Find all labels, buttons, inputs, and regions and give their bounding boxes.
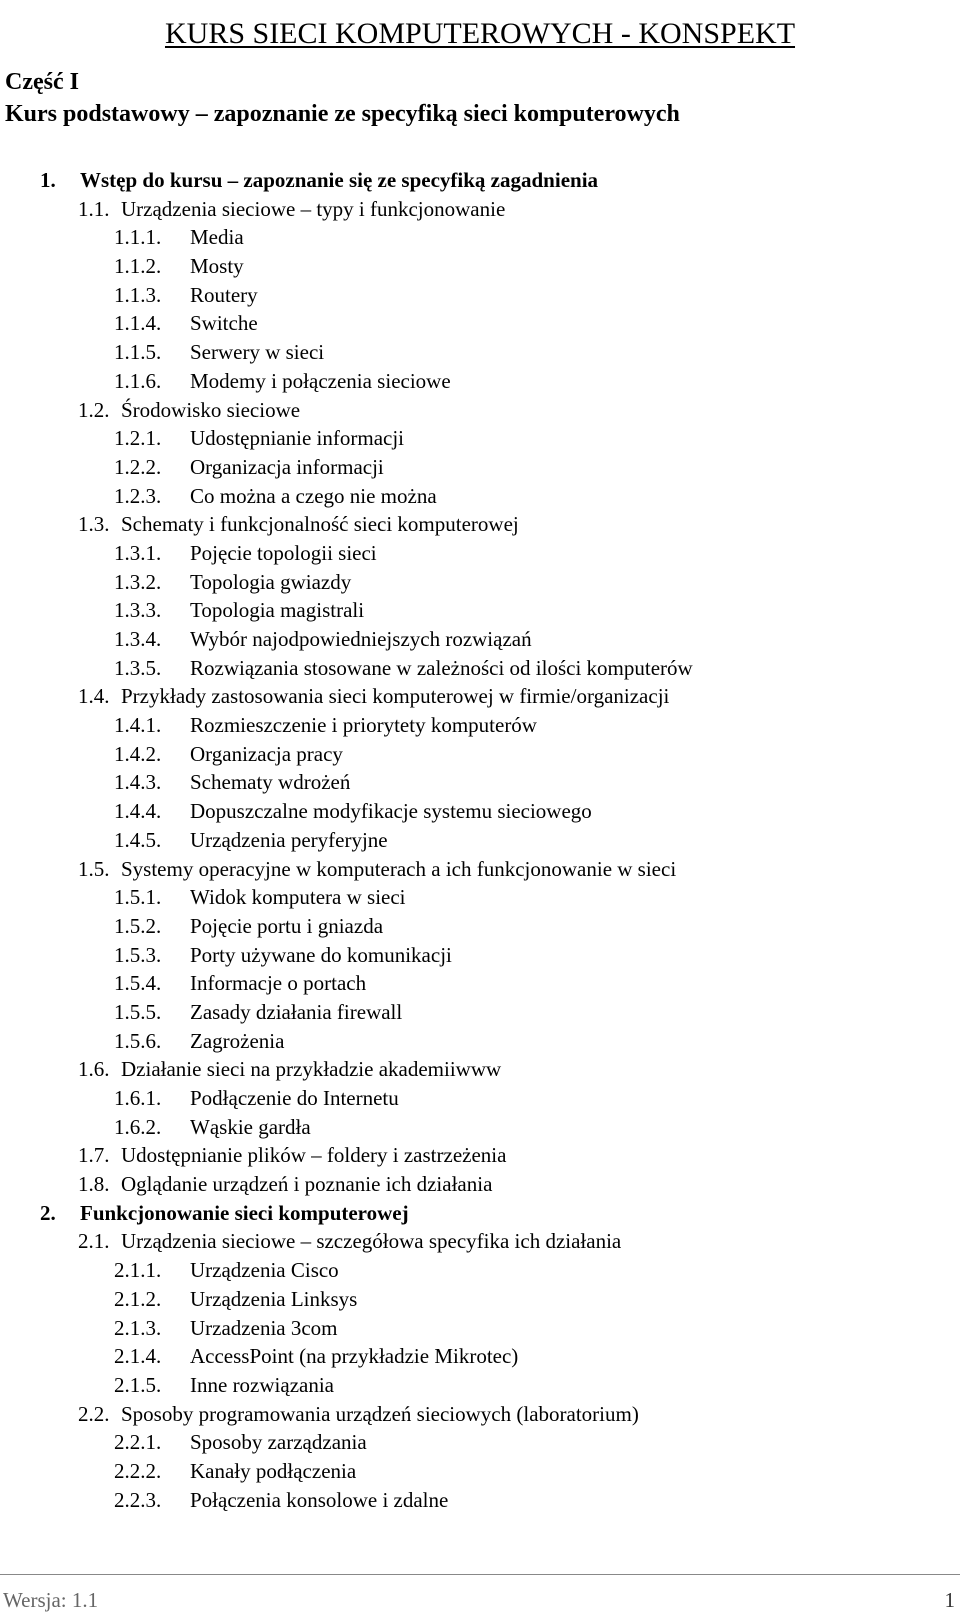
toc-entry-text: Kanały podłączenia [190, 1458, 357, 1483]
toc-entry-level-3 [0, 826, 960, 855]
toc-entry-number: 1.6.1. [114, 1086, 162, 1110]
toc-entry-number: 2.1.3. [114, 1315, 162, 1340]
toc-entry-text: Urządzenia sieciowe – typy i funkcjonowanie [121, 196, 506, 221]
toc-entry-text: Zasady działania firewall [190, 999, 403, 1024]
toc-entry-number: 2.1.5. [114, 1372, 162, 1397]
toc-entry-number: 1.5.5. [114, 999, 162, 1024]
toc-entry-level-2 [0, 510, 960, 539]
toc-entry-level-2 [0, 682, 960, 711]
toc-entry-level-3 [0, 281, 960, 310]
toc-entry-level-1 [0, 166, 960, 195]
toc-entry-text: Mosty [190, 254, 244, 279]
toc-entry-number: 1.5.2. [114, 913, 162, 938]
toc-entry-text: Inne rozwiązania [190, 1372, 334, 1397]
toc-entry-text: Pojęcie portu i gniazda [190, 913, 384, 938]
toc-entry-level-3 [0, 309, 960, 338]
page-number: 1 [944, 1588, 955, 1612]
toc-entry-number: 1.3.2. [114, 569, 162, 594]
toc-entry-text: Informacje o portach [190, 971, 367, 996]
toc-entry-number: 1.1.5. [114, 340, 162, 365]
toc-entry-level-3 [0, 654, 960, 683]
toc-entry-text: Oglądanie urządzeń i poznanie ich działania [121, 1172, 493, 1197]
toc-entry-text: Udostępnianie plików – foldery i zastrzeżenia [121, 1143, 507, 1168]
toc-entry-number: 1.2.3. [114, 483, 162, 508]
toc-entry-level-3 [0, 1113, 960, 1142]
toc-entry-text: Rozmieszczenie i priorytety komputerów [190, 713, 537, 738]
toc-entry-level-2 [0, 396, 960, 425]
toc-entry-number: 1.3.5. [114, 655, 162, 680]
toc-entry-number: 1. [40, 168, 56, 192]
toc-entry-level-3 [0, 797, 960, 826]
toc-entry-level-2 [0, 1170, 960, 1199]
toc-entry-number: 2. [40, 1200, 56, 1225]
toc-entry-level-1 [0, 1199, 960, 1228]
toc-entry-text: Widok komputera w sieci [190, 885, 406, 910]
toc-entry-level-3 [0, 424, 960, 453]
toc-entry-level-3 [0, 740, 960, 769]
part-label: Część I [5, 69, 79, 95]
toc-entry-level-3 [0, 1342, 960, 1371]
toc-entry-text: Modemy i połączenia sieciowe [190, 368, 451, 393]
toc-entry-level-2 [0, 195, 960, 224]
toc-entry-level-2 [0, 855, 960, 884]
toc-entry-level-3 [0, 596, 960, 625]
toc-entry-text: Połączenia konsolowe i zdalne [190, 1487, 449, 1512]
toc-entry-number: 1.5.3. [114, 942, 162, 967]
toc-entry-number: 1.6.2. [114, 1114, 162, 1139]
toc-entry-number: 2.1. [78, 1229, 110, 1254]
toc-entry-level-2 [0, 1055, 960, 1084]
toc-entry-number: 1.5. [78, 856, 110, 881]
toc-entry-number: 1.2.1. [114, 426, 162, 451]
toc-entry-number: 1.2.2. [114, 454, 162, 479]
toc-entry-number: 1.3. [78, 512, 110, 537]
table-of-contents [0, 166, 960, 1514]
toc-entry-text: Schematy i funkcjonalność sieci komputerowej [121, 512, 519, 537]
toc-entry-level-3 [0, 338, 960, 367]
toc-entry-number: 1.1.1. [114, 225, 162, 250]
toc-entry-text: Media [190, 225, 244, 250]
toc-entry-number: 2.2.2. [114, 1458, 162, 1483]
toc-entry-level-2 [0, 1141, 960, 1170]
toc-entry-text: Topologia gwiazdy [190, 569, 352, 594]
toc-entry-level-3 [0, 367, 960, 396]
toc-entry-text: Zagrożenia [190, 1028, 285, 1053]
toc-entry-text: Topologia magistrali [190, 598, 365, 623]
toc-entry-level-3 [0, 1084, 960, 1113]
toc-entry-number: 1.5.4. [114, 971, 162, 996]
toc-entry-text: Dopuszczalne modyfikacje systemu sieciowego [190, 799, 592, 824]
toc-entry-text: Switche [190, 311, 258, 336]
toc-entry-level-3 [0, 453, 960, 482]
toc-entry-number: 1.3.1. [114, 540, 162, 565]
toc-entry-number: 1.1. [78, 196, 110, 221]
toc-entry-text: Schematy wdrożeń [190, 770, 351, 795]
toc-entry-number: 1.3.4. [114, 627, 162, 651]
toc-entry-text: Urzadzenia 3com [190, 1315, 338, 1340]
toc-entry-number: 2.2. [78, 1401, 110, 1426]
toc-entry-text: Urządzenia peryferyjne [190, 827, 388, 852]
toc-entry-number: 1.4.2. [114, 741, 162, 766]
toc-entry-level-3 [0, 969, 960, 998]
toc-entry-level-3 [0, 539, 960, 568]
toc-entry-level-3 [0, 1256, 960, 1285]
toc-entry-level-3 [0, 1285, 960, 1314]
toc-entry-number: 1.4.3. [114, 770, 162, 795]
footer-divider [0, 1574, 960, 1575]
toc-entry-text: Porty używane do komunikacji [190, 942, 452, 967]
toc-entry-number: 2.2.1. [114, 1430, 162, 1455]
toc-entry-number: 1.8. [78, 1172, 110, 1197]
toc-entry-number: 2.1.4. [114, 1344, 162, 1369]
toc-entry-number: 1.5.6. [114, 1028, 162, 1053]
part-subtitle: Kurs podstawowy – zapoznanie ze specyfiką sieci komputerowych [5, 101, 680, 127]
toc-entry-text: Podłączenie do Internetu [190, 1086, 399, 1110]
toc-entry-level-3 [0, 711, 960, 740]
toc-entry-text: Wybór najodpowiedniejszych rozwiązań [190, 627, 532, 651]
toc-entry-text: AccessPoint (na przykładzie Mikrotec) [190, 1344, 519, 1369]
toc-entry-level-3 [0, 1486, 960, 1515]
part-heading [5, 66, 680, 130]
toc-entry-level-3 [0, 768, 960, 797]
toc-entry-number: 1.3.3. [114, 598, 162, 623]
toc-entry-number: 1.4.1. [114, 713, 162, 738]
toc-entry-level-3 [0, 252, 960, 281]
footer-version: Wersja: 1.1 [3, 1588, 99, 1612]
toc-entry-number: 1.5.1. [114, 885, 162, 910]
toc-entry-level-3 [0, 883, 960, 912]
toc-entry-number: 1.2. [78, 397, 110, 422]
toc-entry-level-3 [0, 625, 960, 654]
toc-entry-text: Wąskie gardła [190, 1114, 311, 1139]
toc-entry-number: 1.4.4. [114, 799, 162, 824]
toc-entry-text: Sposoby zarządzania [190, 1430, 367, 1455]
toc-entry-level-3 [0, 1428, 960, 1457]
toc-entry-text: Serwery w sieci [190, 340, 325, 365]
toc-entry-text: Systemy operacyjne w komputerach a ich funkcjonowanie w sieci [121, 856, 677, 881]
toc-entry-text: Sposoby programowania urządzeń sieciowych (laboratorium) [121, 1401, 639, 1426]
toc-entry-text: Urządzenia Cisco [190, 1258, 339, 1283]
toc-entry-text: Urządzenia sieciowe – szczegółowa specyfika ich działania [121, 1229, 622, 1254]
toc-entry-number: 2.1.1. [114, 1258, 162, 1283]
toc-entry-level-3 [0, 941, 960, 970]
toc-entry-text: Funkcjonowanie sieci komputerowej [80, 1200, 409, 1225]
toc-entry-number: 1.1.3. [114, 282, 162, 307]
toc-entry-number: 1.6. [78, 1057, 110, 1082]
toc-entry-level-2 [0, 1400, 960, 1429]
toc-entry-text: Działanie sieci na przykładzie akademiiwww [121, 1057, 502, 1082]
toc-entry-text: Co można a czego nie można [190, 483, 437, 508]
toc-entry-text: Organizacja informacji [190, 454, 384, 479]
toc-entry-level-3 [0, 1457, 960, 1486]
toc-entry-level-2 [0, 1227, 960, 1256]
toc-entry-text: Udostępnianie informacji [190, 426, 405, 451]
toc-entry-text: Środowisko sieciowe [121, 397, 301, 422]
toc-entry-text: Pojęcie topologii sieci [190, 540, 377, 565]
toc-entry-text: Rozwiązania stosowane w zależności od ilości komputerów [190, 655, 693, 680]
toc-entry-level-3 [0, 568, 960, 597]
toc-entry-level-3 [0, 1371, 960, 1400]
toc-entry-number: 1.1.4. [114, 311, 162, 336]
toc-entry-number: 1.1.2. [114, 254, 162, 279]
toc-entry-text: Organizacja pracy [190, 741, 343, 766]
document-title: KURS SIECI KOMPUTEROWYCH - KONSPEKT [164, 17, 796, 51]
toc-entry-level-3 [0, 998, 960, 1027]
toc-entry-text: Urządzenia Linksys [190, 1286, 358, 1311]
toc-entry-level-3 [0, 223, 960, 252]
toc-entry-text: Routery [190, 282, 258, 307]
toc-entry-number: 2.2.3. [114, 1487, 162, 1512]
toc-entry-level-3 [0, 1314, 960, 1343]
toc-entry-text: Wstęp do kursu – zapoznanie się ze specyfiką zagadnienia [80, 168, 599, 192]
toc-entry-number: 1.7. [78, 1143, 110, 1168]
toc-entry-level-3 [0, 482, 960, 511]
toc-entry-level-3 [0, 1027, 960, 1056]
toc-entry-number: 1.1.6. [114, 368, 162, 393]
toc-entry-number: 1.4. [78, 684, 110, 709]
toc-entry-number: 2.1.2. [114, 1286, 162, 1311]
toc-entry-number: 1.4.5. [114, 827, 162, 852]
toc-entry-level-3 [0, 912, 960, 941]
toc-entry-text: Przykłady zastosowania sieci komputerowej w firmie/organizacji [121, 684, 670, 709]
